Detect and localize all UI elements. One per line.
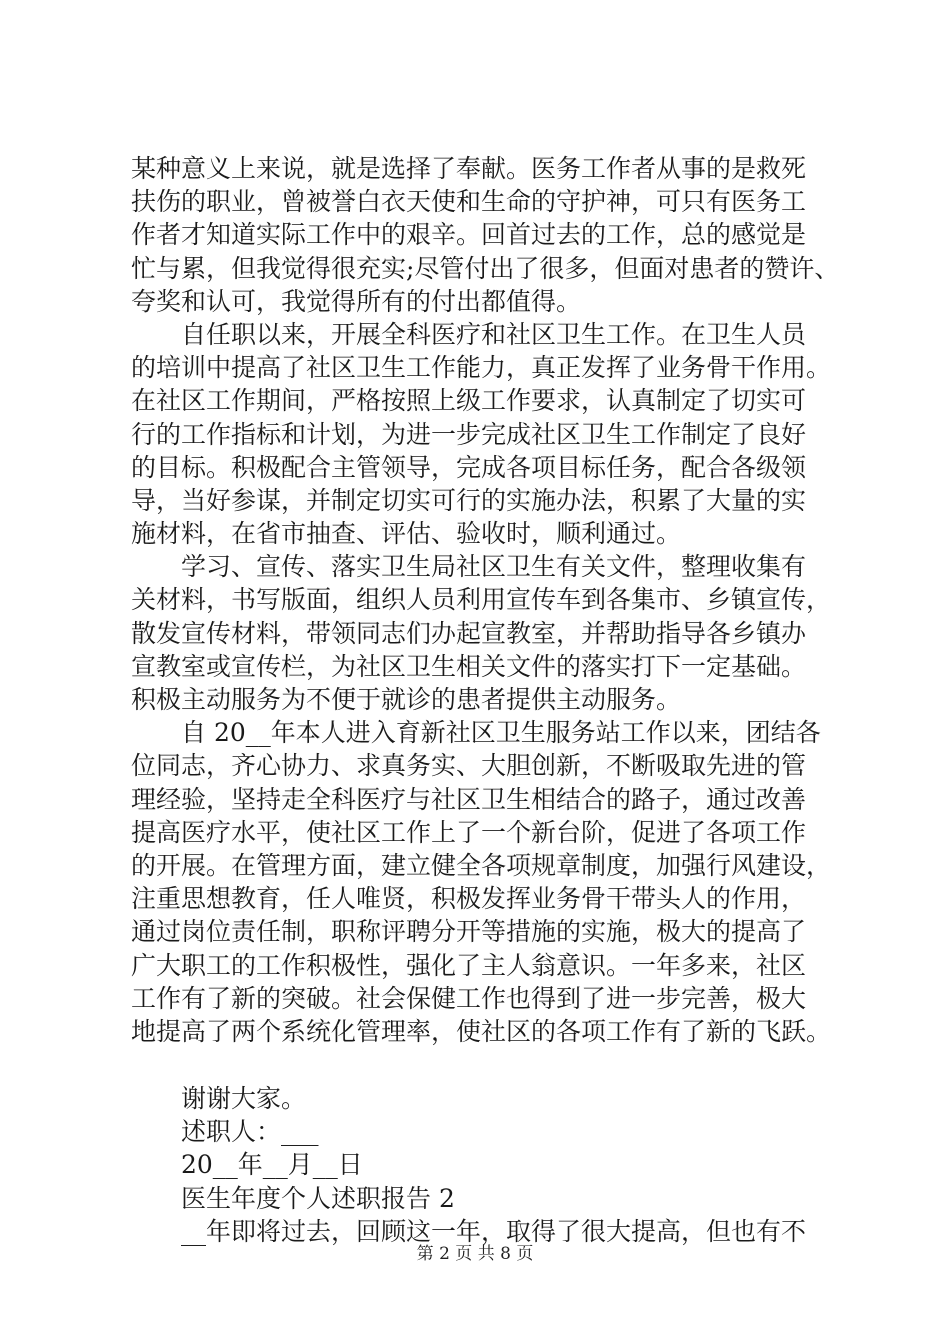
paragraph	[131, 152, 840, 318]
closing-date: 20__年__月__日	[181, 1150, 363, 1180]
text-line: 自 20__年本人进入育新社区卫生服务站工作以来，团结各	[181, 718, 821, 748]
text-line: 通过岗位责任制，职称评聘分开等措施的实施，极大的提高了	[131, 917, 807, 947]
text-line: 位同志，齐心协力、求真务实、大胆创新，不断吸取先进的管	[131, 751, 807, 781]
section-title: 医生年度个人述职报告 2	[181, 1183, 455, 1213]
text-line: __年即将过去，回顾这一年，取得了很大提高，但也有不	[181, 1216, 807, 1246]
text-line: 的目标。积极配合主管领导，完成各项目标任务，配合各级领	[131, 452, 807, 482]
paragraph	[131, 716, 831, 1048]
paragraph	[131, 550, 831, 716]
page-footer	[0, 1243, 950, 1265]
text-line: 自任职以来，开展全科医疗和社区卫生工作。在卫生人员	[181, 319, 807, 349]
text-line: 学习、宣传、落实卫生局社区卫生有关文件，整理收集有	[181, 552, 807, 582]
text-line: 扶伤的职业，曾被誉白衣天使和生命的守护神，可只有医务工	[131, 187, 807, 217]
document-body	[131, 152, 840, 1248]
closing-signer: 述职人：___	[181, 1117, 319, 1147]
text-line: 广大职工的工作积极性，强化了主人翁意识。一年多来，社区	[131, 950, 807, 980]
text-line: 理经验，坚持走全科医疗与社区卫生相结合的路子，通过改善	[131, 784, 807, 814]
text-line: 作者才知道实际工作中的艰辛。回首过去的工作，总的感觉是	[131, 220, 807, 250]
text-line: 注重思想教育，任人唯贤，积极发挥业务骨干带头人的作用，	[131, 884, 807, 914]
text-line: 宣教室或宣传栏，为社区卫生相关文件的落实打下一定基础。	[131, 651, 807, 681]
text-line: 某种意义上来说，就是选择了奉献。医务工作者从事的是救死	[131, 154, 807, 183]
closing-thanks: 谢谢大家。	[181, 1084, 307, 1114]
text-line: 忙与累，但我觉得很充实;尽管付出了很多，但面对患者的赞许、	[131, 253, 840, 283]
text-line: 导，当好参谋，并制定切实可行的实施办法，积累了大量的实	[131, 485, 807, 515]
text-line: 关材料，书写版面，组织人员利用宣传车到各集市、乡镇宣传，	[131, 585, 832, 615]
page-indicator: 第 2 页 共 8 页	[416, 1244, 534, 1264]
text-line: 的开展。在管理方面，建立健全各项规章制度，加强行风建设，	[131, 850, 832, 880]
text-line: 施材料，在省市抽查、评估、验收时，顺利通过。	[131, 519, 682, 549]
text-line: 夸奖和认可，我觉得所有的付出都值得。	[131, 286, 582, 316]
text-line: 提高医疗水平，使社区工作上了一个新台阶，促进了各项工作	[131, 817, 807, 847]
text-line: 工作有了新的突破。社会保健工作也得到了进一步完善，极大	[131, 983, 807, 1013]
text-line: 的培训中提高了社区卫生工作能力，真正发挥了业务骨干作用。	[131, 353, 832, 383]
text-line: 散发宣传材料，带领同志们办起宣教室，并帮助指导各乡镇办	[131, 618, 807, 648]
spacer	[131, 1048, 831, 1082]
text-line: 积极主动服务为不便于就诊的患者提供主动服务。	[131, 685, 682, 714]
text-line: 地提高了两个系统化管理率，使社区的各项工作有了新的飞跃。	[131, 1016, 832, 1046]
paragraph	[131, 318, 831, 550]
text-line: 在社区工作期间，严格按照上级工作要求，认真制定了切实可	[131, 386, 807, 416]
text-line: 行的工作指标和计划，为进一步完成社区卫生工作制定了良好	[131, 419, 807, 449]
